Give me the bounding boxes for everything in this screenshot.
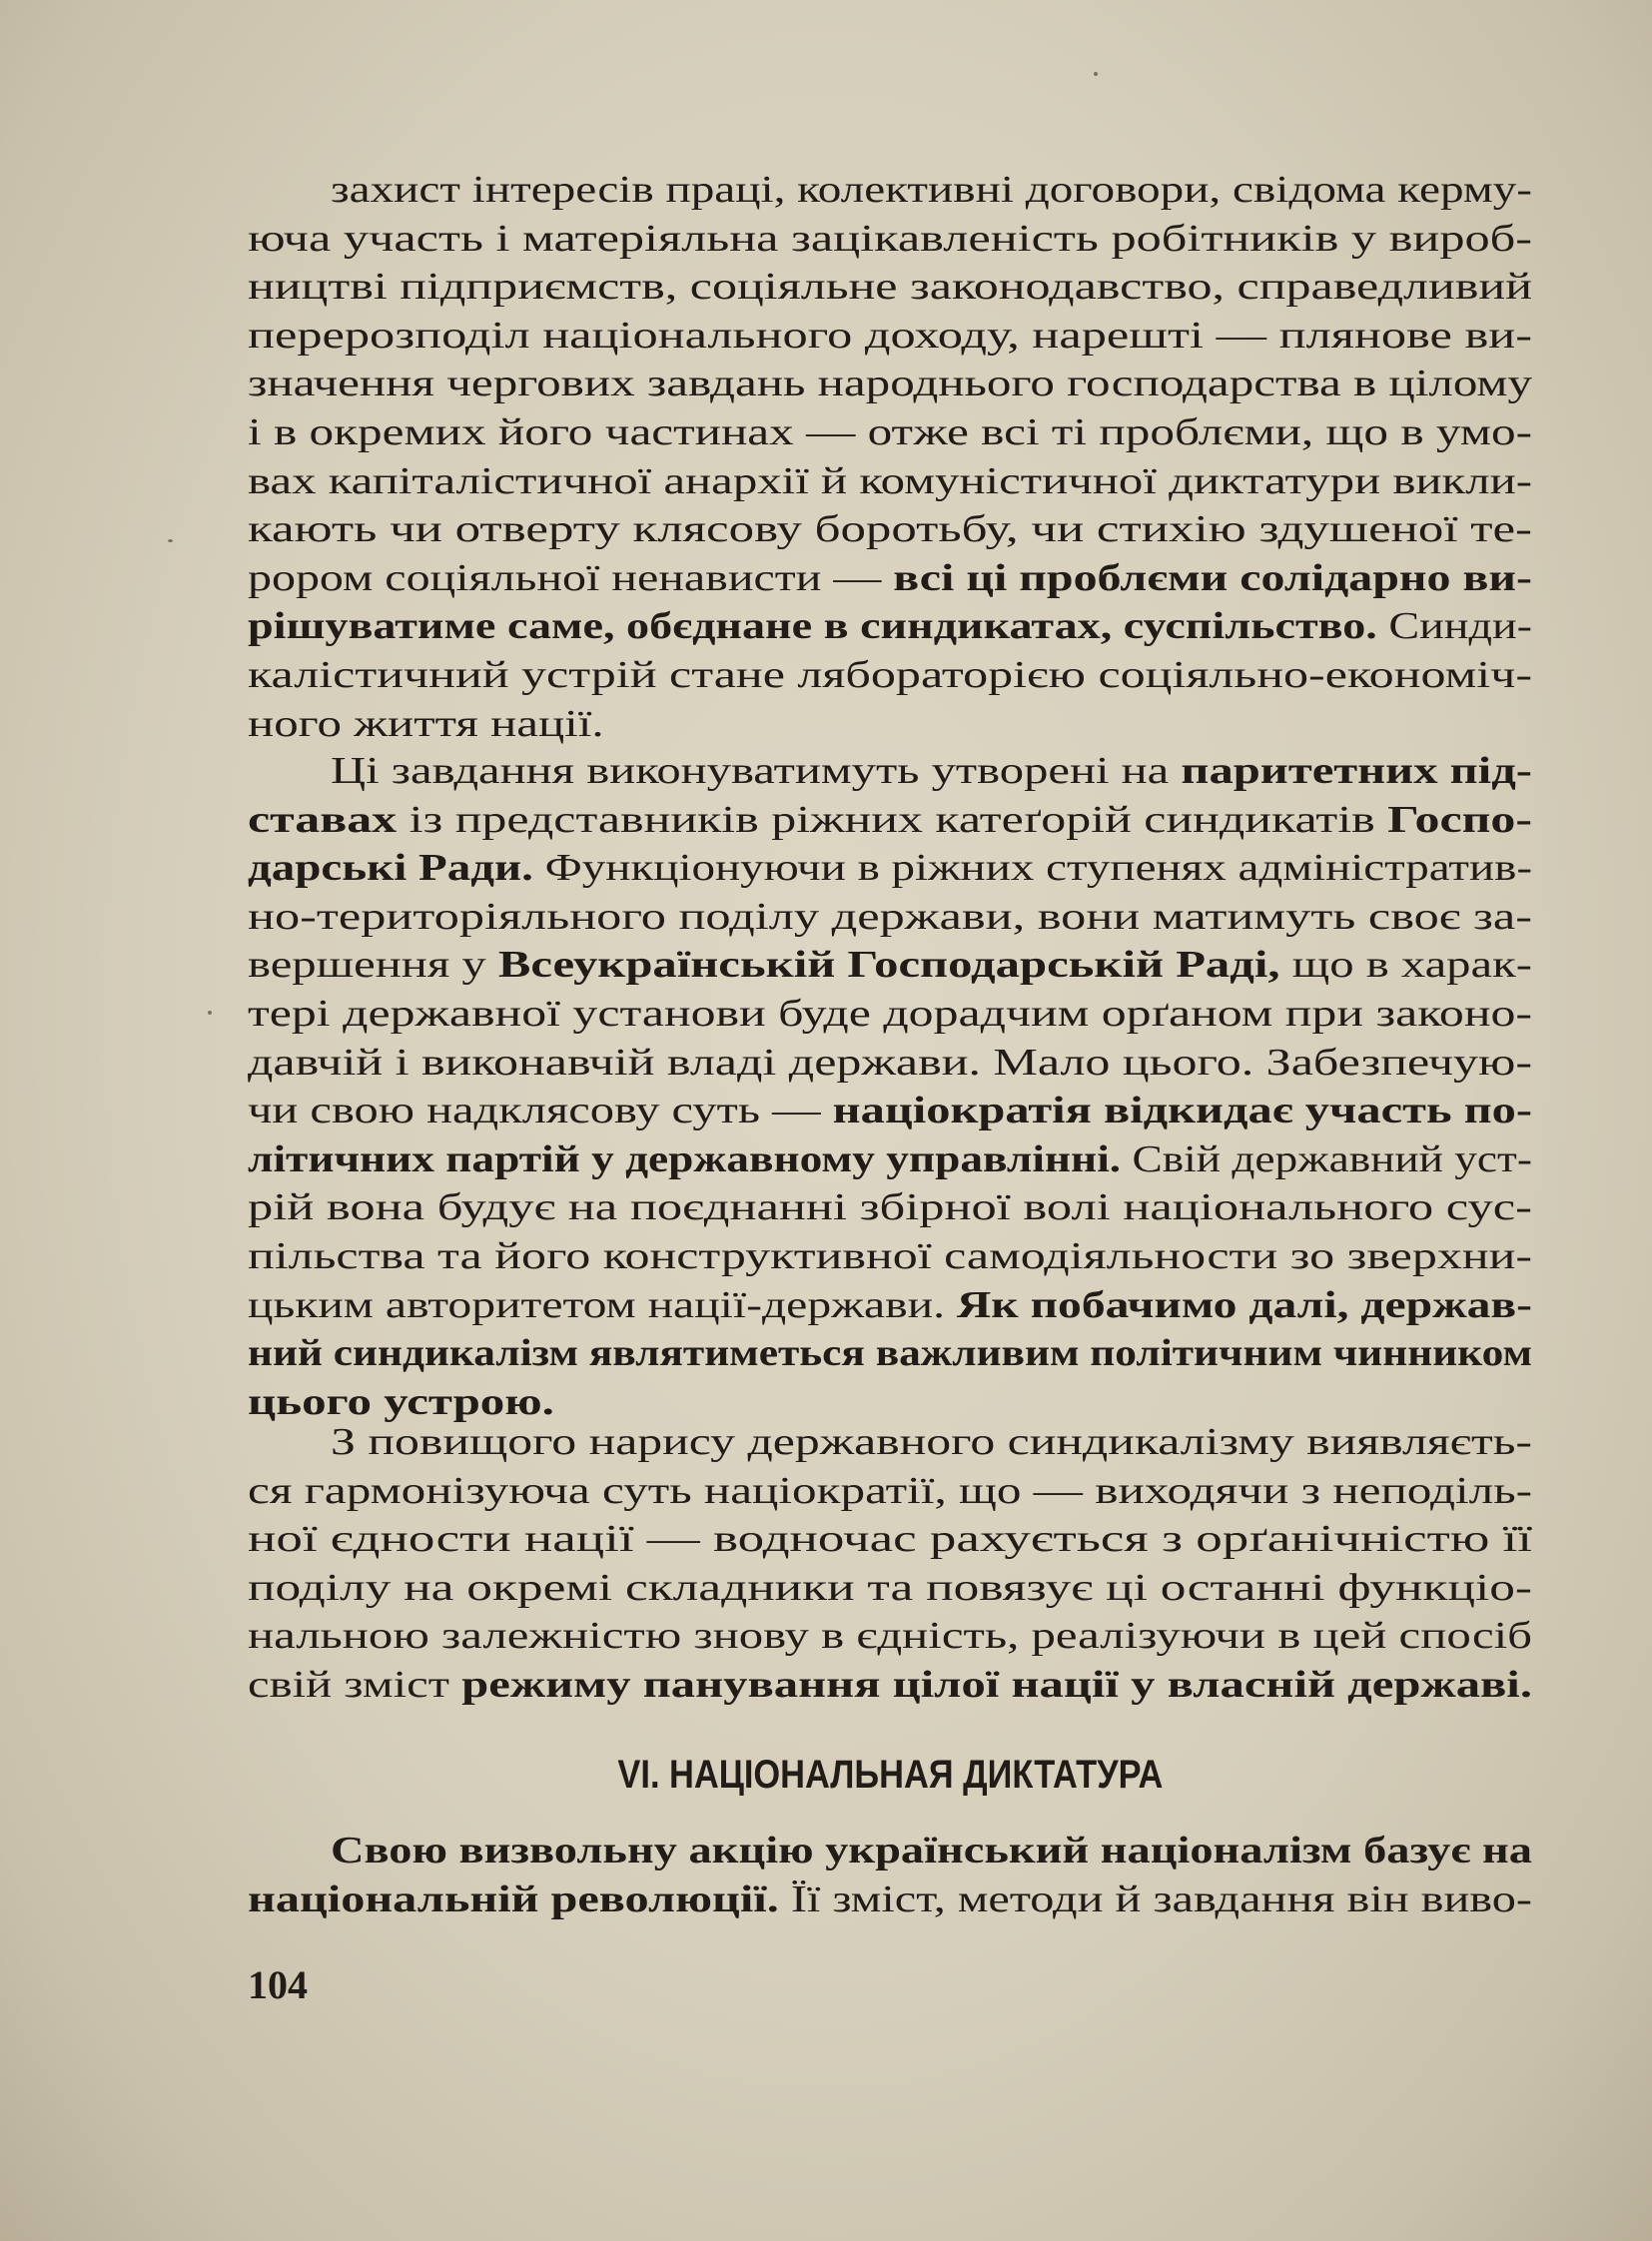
text-line-content <box>248 602 1532 650</box>
bold-text-segment: ставах <box>248 798 398 841</box>
text-line <box>331 166 1532 214</box>
text-line <box>248 1039 1532 1087</box>
text-line <box>248 893 1532 941</box>
text-line <box>248 1467 1532 1515</box>
text-line <box>248 651 1532 699</box>
text-line <box>248 1612 1532 1660</box>
bold-text-segment: національній революції. <box>248 1877 779 1920</box>
text-line <box>248 1661 1532 1709</box>
text-line-content <box>248 263 1532 311</box>
text-line <box>248 457 1532 505</box>
text-line-content <box>248 796 1532 844</box>
text-segment: ся гармонізуюча суть націократії, що — виходячи з неподіль- <box>248 1469 1532 1512</box>
text-line-content <box>248 651 1532 699</box>
bold-text-segment: режиму панування цілої нації у власній державі. <box>461 1664 1533 1706</box>
text-segment: Її зміст, методи й завдання він виво- <box>778 1877 1532 1920</box>
text-line <box>248 408 1532 456</box>
text-line-content <box>248 893 1532 941</box>
text-line-content <box>248 408 1532 456</box>
text-line-content <box>331 1827 1532 1874</box>
text-segment: захист інтересів праці, колективні договори, свідома керму- <box>331 169 1532 211</box>
text-line <box>248 1183 1532 1231</box>
text-line-content <box>248 457 1532 505</box>
text-segment: рій вона будує на поєднанні збірної волі національного сус- <box>248 1186 1532 1229</box>
text-segment: юча участь і матеріяльна зацікавленість робітників у вироб- <box>248 217 1532 260</box>
text-line <box>331 1827 1532 1874</box>
bold-text-segment: рішуватиме саме, обєднане в синдикатах, суспільство. <box>248 605 1377 648</box>
text-line <box>248 941 1532 989</box>
text-line-content <box>248 1281 1532 1329</box>
text-segment: Функціонуючи в ріжних ступенях адміністратив- <box>532 847 1532 890</box>
text-line <box>248 360 1532 407</box>
text-segment: но-територіяльного поділу держави, вони матимуть своє за- <box>248 895 1532 938</box>
text-segment: тері державної установи буде дорадчим орґаном при законо- <box>248 993 1532 1035</box>
scan-speck <box>1094 72 1098 76</box>
text-line-content <box>248 554 1532 602</box>
bold-text-segment: Як побачимо далі, держав- <box>956 1283 1532 1326</box>
text-segment: Синди- <box>1376 605 1532 648</box>
text-segment: кають чи отверту клясову боротьбу, чи стихію здушеної те- <box>248 508 1532 551</box>
text-segment: нальною залежністю знову в єдність, реалізуючи в цей спосіб <box>248 1615 1532 1658</box>
text-segment: перерозподіл національного доходу, нарешті — плянове ви- <box>248 314 1532 357</box>
text-line-content <box>248 941 1532 989</box>
text-line <box>248 796 1532 844</box>
text-line <box>248 215 1532 263</box>
text-line <box>248 1515 1532 1563</box>
text-segment: вах капіталістичної анархії й комуністичної диктатури викли- <box>248 459 1532 502</box>
text-segment: ництві підприємств, соціяльне законодавство, справедливий <box>248 266 1532 309</box>
text-line-content <box>248 1564 1532 1612</box>
text-line <box>248 1087 1532 1134</box>
text-segment: із представників ріжних катеґорій синдикатів <box>397 798 1388 841</box>
text-line-content <box>331 747 1532 795</box>
text-segment: і в окремих його частинах — отже всі ті проблєми, що в умо- <box>248 411 1532 453</box>
text-segment: З повищого нарису державного синдикалізму виявляєть- <box>331 1421 1532 1463</box>
text-line-content <box>248 360 1532 407</box>
text-line-content <box>248 1515 1532 1563</box>
scan-speck <box>168 539 173 542</box>
text-line-content <box>248 1875 1532 1923</box>
text-line-content <box>248 1467 1532 1515</box>
text-line-content <box>248 1329 1532 1377</box>
text-segment: Свій державний уст- <box>1121 1137 1532 1180</box>
text-line <box>248 1135 1532 1183</box>
text-line <box>248 844 1532 892</box>
text-line <box>248 312 1532 360</box>
text-line-content <box>248 1661 1532 1709</box>
text-segment: що в харак- <box>1279 944 1532 987</box>
text-line <box>248 990 1532 1038</box>
section-heading <box>248 1750 1532 1800</box>
text-segment: пільства та його конструктивної самодіяльности зо зверхни- <box>248 1235 1532 1277</box>
text-line <box>331 747 1532 795</box>
text-line-content <box>248 505 1532 553</box>
text-line <box>248 1875 1532 1923</box>
bold-text-segment: літичних партій у державному управлінні. <box>248 1137 1122 1180</box>
text-segment: свій зміст <box>248 1664 462 1706</box>
text-segment: чи свою надклясову суть — <box>248 1090 833 1132</box>
text-segment: цьким авторитетом нації-держави. <box>248 1283 957 1326</box>
text-line-content <box>248 1135 1532 1183</box>
text-line-content <box>248 990 1532 1038</box>
text-segment: ної єдности нації — водночас рахується з орґанічністю її <box>248 1518 1532 1561</box>
text-line <box>331 1418 1532 1466</box>
bold-text-segment: Свою визвольну акцію український націоналізм базує на <box>331 1830 1532 1871</box>
bold-text-segment: Всеукраїнській Господарській Раді, <box>497 944 1280 987</box>
text-segment: значення чергових завдань народнього господарства в цілому <box>248 363 1532 405</box>
bold-text-segment: Госпо- <box>1387 798 1532 841</box>
text-line-content <box>248 1087 1532 1134</box>
bold-text-segment: ний синдикалізм являтиметься важливим політичним чинником <box>248 1332 1532 1375</box>
text-line <box>248 1329 1532 1377</box>
text-line-content <box>248 312 1532 360</box>
text-line <box>248 263 1532 311</box>
scan-speck <box>208 1011 212 1015</box>
bold-text-segment: цього устрою. <box>248 1380 554 1423</box>
page-number: 104 <box>248 1962 308 2007</box>
text-line-content <box>331 166 1532 214</box>
text-line <box>248 700 1532 748</box>
text-line-content <box>248 1039 1532 1087</box>
text-line <box>248 554 1532 602</box>
text-line <box>248 602 1532 650</box>
text-line-content <box>248 1612 1532 1660</box>
text-segment: вершення у <box>248 944 498 987</box>
text-line-content <box>248 1232 1532 1280</box>
text-line-content <box>248 700 604 748</box>
text-segment: Ці завдання виконуватимуть утворені на <box>331 750 1182 792</box>
section-heading-text: VI. НАЦІОНАЛЬНАЯ ДИКТАТУРА <box>617 1753 1163 1797</box>
text-line-content <box>331 1418 1532 1466</box>
text-line <box>248 1281 1532 1329</box>
text-line <box>248 505 1532 553</box>
bold-text-segment: націократія відкидає участь по- <box>832 1090 1532 1132</box>
bold-text-segment: паритетних під- <box>1181 750 1532 792</box>
text-line-content <box>248 215 1532 263</box>
text-segment: рором соціяльної ненависти — <box>248 556 894 599</box>
bold-text-segment: дарські Ради. <box>248 847 533 890</box>
text-segment: давчій і виконавчій владі держави. Мало цього. Забезпечую- <box>248 1041 1532 1084</box>
text-segment: калістичний устрій стане лябораторією соціяльно-економіч- <box>248 654 1532 696</box>
text-line-content <box>248 1183 1532 1231</box>
text-line <box>248 1564 1532 1612</box>
text-segment: ного життя нації. <box>248 702 604 745</box>
text-segment: поділу на окремі складники та повязує ці останні функціо- <box>248 1566 1532 1609</box>
text-line <box>248 1232 1532 1280</box>
text-line-content <box>248 844 1532 892</box>
bold-text-segment: всі ці проблєми солідарно ви- <box>893 556 1532 599</box>
